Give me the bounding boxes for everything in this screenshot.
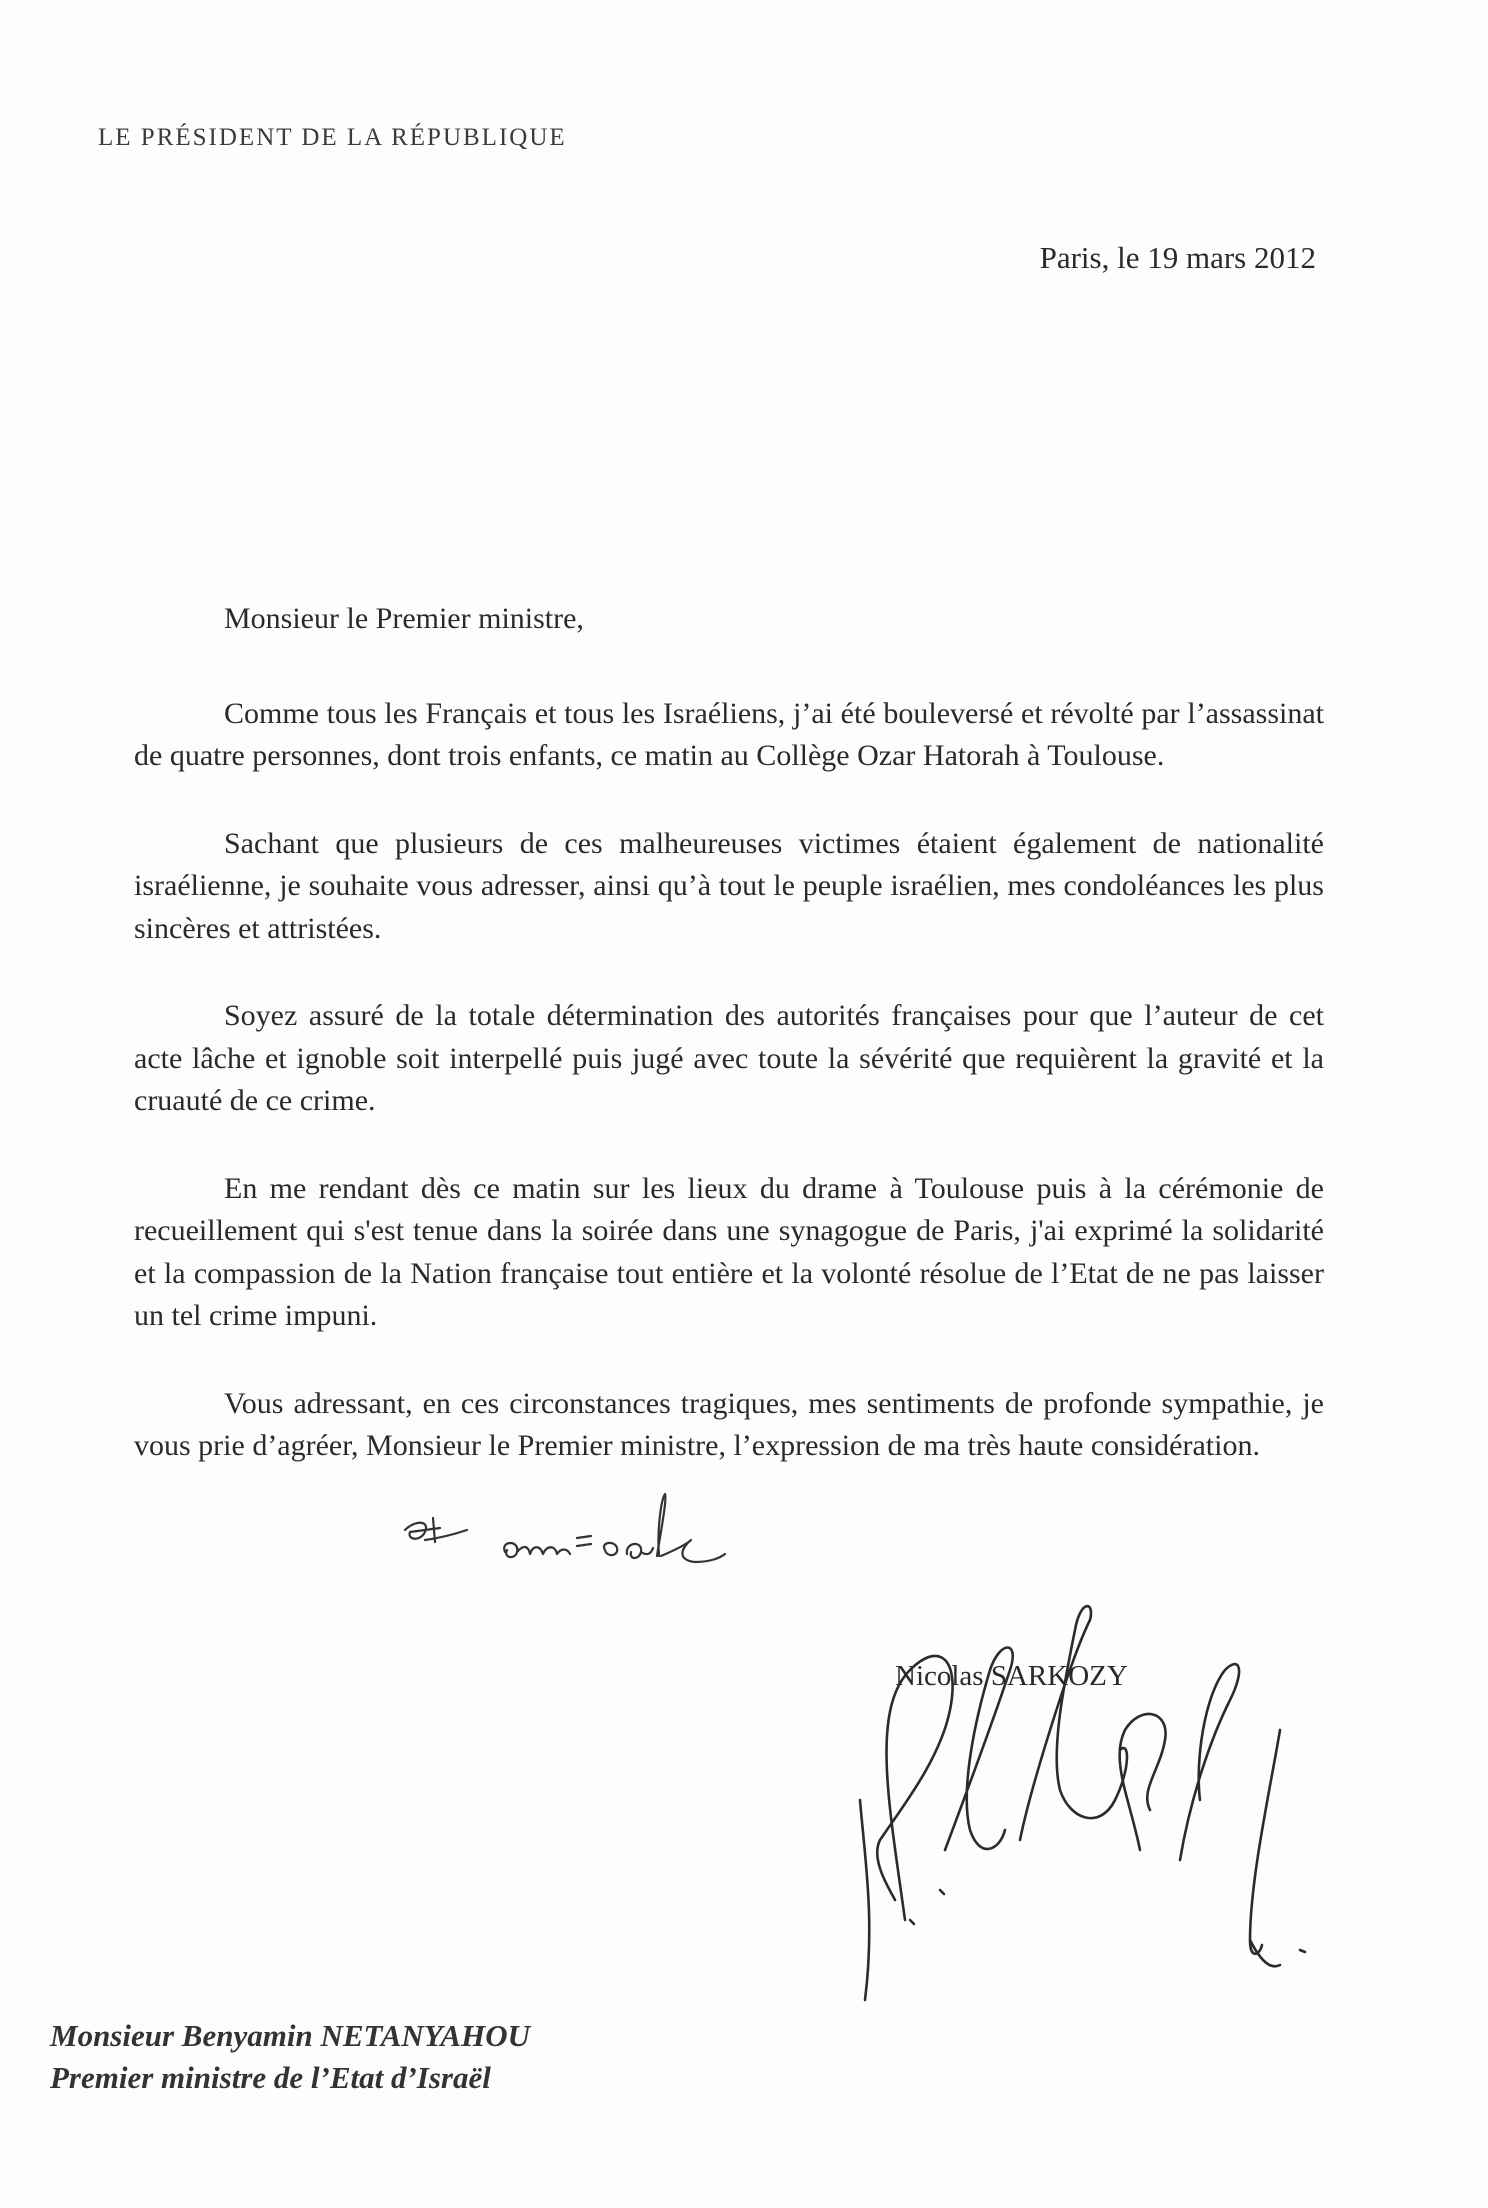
salutation: Monsieur le Premier ministre, <box>224 602 584 635</box>
paragraph-3: Soyez assuré de la totale détermination des autorités françaises pour que l’auteur de cet acte lâche et ignoble soit interpellé puis jugé avec toute la sévérité que requièrent la gravité et la cruauté de ce crime. <box>134 999 1324 1117</box>
signature <box>850 1560 1320 2030</box>
letter-body <box>134 598 1324 1513</box>
paragraph-4: En me rendant dès ce matin sur les lieux du drame à Toulouse puis à la cérémonie de recueillement qui s'est tenue dans la soirée dans une synagogue de Paris, j'ai exprimé la solidarité et la compassion de la Nation française tout entière et la volonté résolue de l’Etat de ne pas laisser un tel crime impuni. <box>134 1171 1324 1332</box>
paragraph-5: Vous adressant, en ces circonstances tragiques, mes sentiments de profonde sympathie, je vous prie d’agréer, Monsieur le Premier ministre, l’expression de ma très haute considération. <box>134 1386 1324 1462</box>
addressee-block <box>50 2015 530 2099</box>
addressee-name: Monsieur Benyamin NETANYAHOU <box>50 2018 531 2053</box>
paragraph-2: Sachant que plusieurs de ces malheureuses victimes étaient également de nationalité israélienne, je souhaite vous adresser, ainsi qu’à tout le peuple israélien, mes condoléances les plus sincères et attristées. <box>134 826 1324 945</box>
addressee-title: Premier ministre de l’Etat d’Israël <box>50 2060 491 2095</box>
signatory-name: Nicolas SARKOZY <box>895 1660 1128 1692</box>
handwritten-closing <box>395 1490 795 1590</box>
letterhead: LE PRÉSIDENT DE LA RÉPUBLIQUE <box>98 124 567 151</box>
date-line: Paris, le 19 mars 2012 <box>1039 240 1316 275</box>
paragraph-1: Comme tous les Français et tous les Israéliens, j’ai été bouleversé et révolté par l’assassinat de quatre personnes, dont trois enfants, ce matin au Collège Ozar Hatorah à Toulouse. <box>134 696 1324 772</box>
